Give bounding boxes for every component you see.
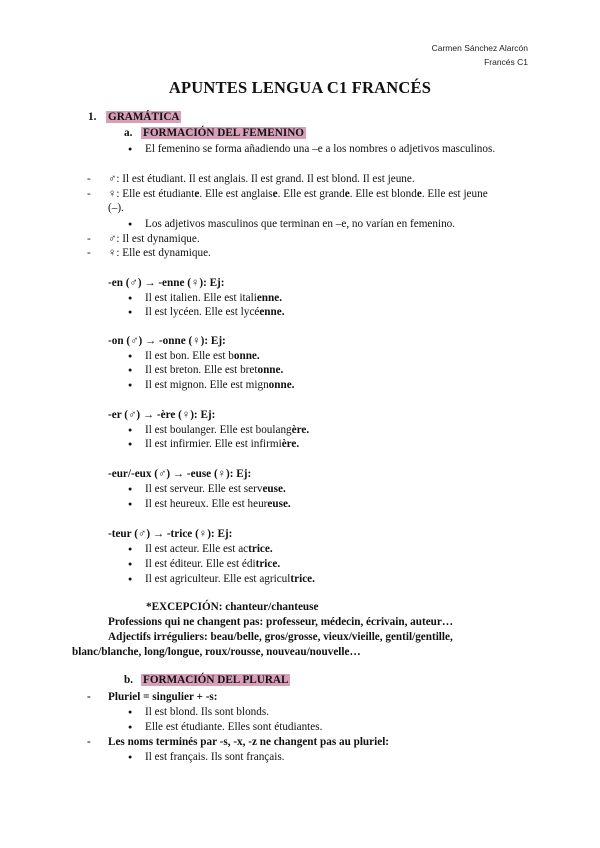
rule-eur-example: [145, 497, 291, 511]
professions-note: Professions qui ne changent pas: professeur, médecin, écrivain, auteur…: [108, 616, 454, 628]
section-heading: [106, 110, 181, 124]
male-example-1: - ♂: Il est étudiant. Il est anglais. Il est grand. Il est blond. Il est jeune.: [108, 172, 415, 186]
course-name: Francés C1: [484, 57, 528, 67]
plural-example: ● Elle est étudiante. Elles sont étudiantes.: [145, 720, 322, 734]
rule-en-heading: -en (♂) → -enne (♀): Ej:: [108, 277, 225, 289]
rule-on-example: [145, 378, 294, 392]
female-1-ending: e: [194, 188, 200, 200]
female-1-ending: e: [272, 188, 278, 200]
subsection-a-label: FORMACIÓN DEL FEMENINO: [143, 127, 304, 139]
subsection-a-heading: [141, 126, 306, 140]
example-ending: trice.: [255, 558, 281, 570]
rule-on-heading: -on (♂) → -onne (♀): Ej:: [108, 335, 226, 347]
example-ending: onne.: [257, 364, 284, 376]
intro-bullet: ● El femenino se forma añadiendo una –e a los nombres o adjetivos masculinos.: [145, 142, 525, 156]
example-ending: onne.: [233, 350, 260, 362]
example-text: Il est heureux. Elle est heur: [145, 498, 268, 510]
female-1-text: . Elle est jeune: [421, 188, 488, 200]
example-ending: trice.: [290, 573, 315, 585]
example-ending: trice.: [248, 543, 273, 555]
example-text: Il est serveur. Elle est serv: [145, 483, 263, 495]
invariable-plural-example: ● Il est français. Ils sont français.: [145, 750, 284, 764]
rule-teur-example: [145, 542, 273, 556]
irregular-adjectives: Adjectifs irréguliers: beau/belle, gros/grosse, vieux/vieille, gentil/gentille,: [108, 631, 453, 643]
exception-note: *EXCEPCIÓN: chanteur/chanteuse: [146, 601, 319, 613]
example-ending: ère.: [281, 438, 300, 450]
rule-on-example: [145, 349, 260, 363]
example-text: Il est agriculteur. Elle est agricul: [145, 573, 291, 585]
example-text: Il est boulanger. Elle est boulang: [145, 424, 292, 436]
invariable-plural-rule: - Les noms terminés par -s, -x, -z ne changent pas au pluriel:: [108, 735, 389, 749]
invariable-e-bullet: ● Los adjetivos masculinos que terminan en –e, no varían en femenino.: [145, 217, 455, 231]
rule-eur-example: [145, 482, 286, 496]
plural-rule: - Pluriel = singulier + -s:: [108, 690, 218, 704]
example-ending: enne.: [259, 306, 285, 318]
rule-er-example: [145, 423, 309, 437]
female-1-text: ♀: Elle est étudiant: [108, 188, 195, 200]
irregular-adjectives-cont: blanc/blanche, long/longue, roux/rousse, nouveau/nouvelle…: [72, 646, 361, 658]
example-ending: enne.: [256, 292, 283, 304]
example-text: Il est italien. Elle est itali: [145, 292, 257, 304]
subsection-b-label: FORMACIÓN DEL PLURAL: [143, 674, 289, 686]
rule-er-heading: -er (♂) → -ère (♀): Ej:: [108, 409, 216, 421]
example-ending: onne.: [268, 379, 295, 391]
rule-en-example: [145, 305, 284, 319]
subsection-b-number: b.: [124, 674, 134, 686]
subsection-b-heading: [141, 673, 290, 687]
example-text: Il est bon. Elle est b: [145, 350, 234, 362]
example-text: Il est lycéen. Elle est lycé: [145, 306, 260, 318]
female-1-text: . Elle est anglais: [199, 188, 273, 200]
section-number: [88, 110, 96, 124]
plural-example: ● Il est blond. Ils sont blonds.: [145, 705, 269, 719]
female-1-text: . Elle est grand: [277, 188, 345, 200]
example-text: Il est breton. Elle est bret: [145, 364, 258, 376]
rule-er-example: [145, 437, 299, 451]
section-1-label: GRAMÁTICA: [108, 111, 180, 123]
female-1-ending: e: [344, 188, 350, 200]
subsection-a-number: a.: [124, 127, 133, 139]
female-example-1: [108, 187, 488, 201]
example-ending: ère.: [291, 424, 310, 436]
example-ending: euse.: [262, 483, 286, 495]
example-text: Il est infirmier. Elle est infirmi: [145, 438, 282, 450]
example-text: Il est acteur. Elle est ac: [145, 543, 249, 555]
rule-teur-example: [145, 572, 315, 586]
female-1-text: . Elle est blond: [349, 188, 417, 200]
rule-teur-example: [145, 557, 280, 571]
example-ending: euse.: [267, 498, 291, 510]
rule-en-example: [145, 291, 282, 305]
section-1-number: 1.: [88, 111, 97, 123]
author-name: Carmen Sánchez Alarcón: [431, 43, 528, 53]
rule-teur-heading: -teur (♂) → -trice (♀): Ej:: [108, 528, 233, 540]
female-example-1-cont: (–).: [108, 202, 124, 214]
page-title: APUNTES LENGUA C1 FRANCÉS: [168, 78, 432, 97]
rule-eur-heading: -eur/-eux (♂) → -euse (♀): Ej:: [108, 468, 252, 480]
example-text: Il est éditeur. Elle est édi: [145, 558, 256, 570]
female-1-ending: e: [416, 188, 422, 200]
male-example-2: - ♂: Il est dynamique.: [108, 232, 200, 246]
female-example-2: - ♀: Elle est dynamique.: [108, 246, 211, 260]
example-text: Il est mignon. Elle est mign: [145, 379, 269, 391]
author-header: [432, 41, 528, 69]
rule-on-example: [145, 363, 283, 377]
